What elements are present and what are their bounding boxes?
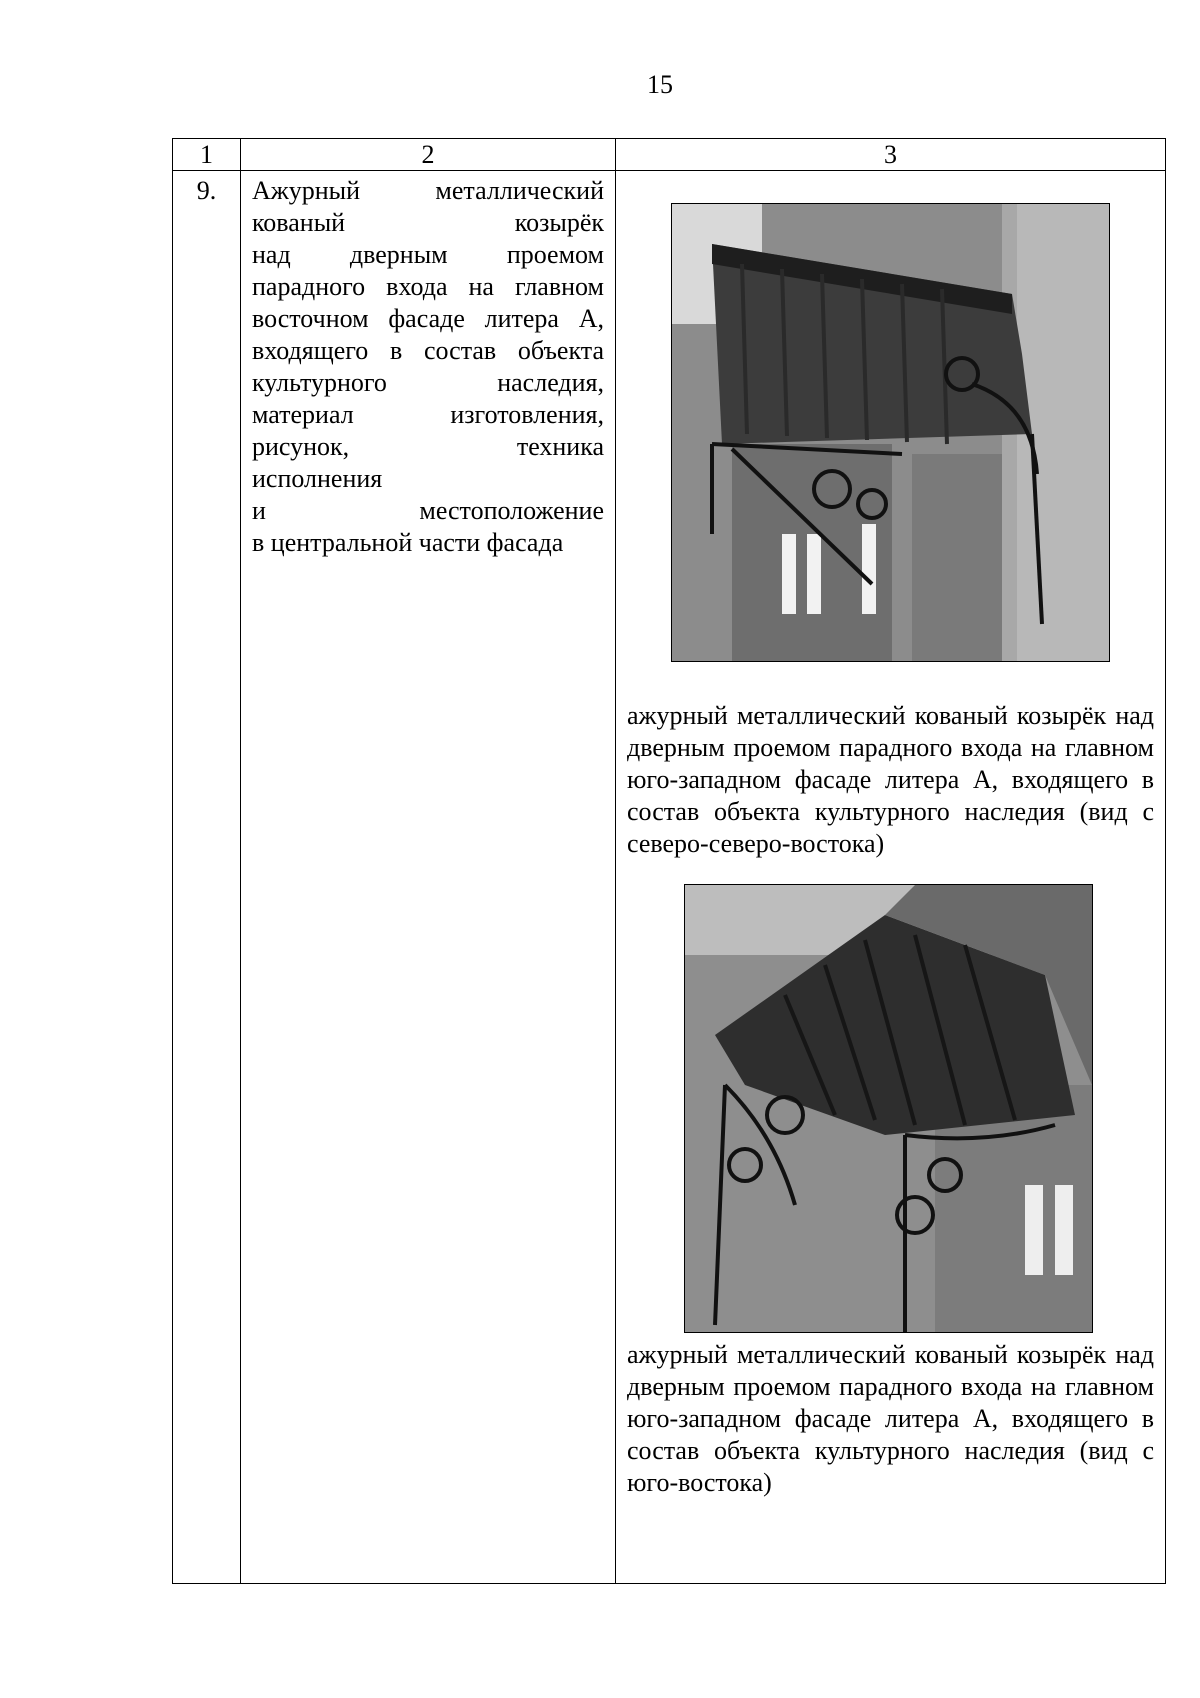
description-line: и местоположение	[252, 496, 604, 525]
table-row	[173, 171, 1166, 1584]
photo-caption-north: ажурный металлический кованый козырёк над дверным проемом парадного входа на главном юго-западном фасаде литера А, входящего в состав объекта культурного наследия (вид с северо-северо-востока)	[627, 701, 1154, 858]
description-line: исполнения	[252, 464, 383, 493]
description-line: кованый козырёк	[252, 208, 604, 237]
page-number: 15	[647, 70, 673, 99]
table-header-row	[173, 139, 1166, 171]
description-line: Ажурный металлический	[252, 176, 604, 205]
canopy-photo-southeast	[684, 884, 1093, 1333]
description-cell	[241, 171, 616, 1584]
row-number-cell	[173, 171, 241, 1584]
header-col-1: 1	[173, 139, 241, 171]
description-line: в центральной части фасада	[252, 528, 564, 557]
canopy-photo-north	[671, 203, 1110, 662]
heritage-table	[172, 138, 1166, 1584]
header-col-2: 2	[241, 139, 616, 171]
description-line: материал изготовления,	[252, 400, 604, 429]
description-line: восточном фасаде литера А,	[252, 304, 604, 333]
description-line: парадного входа на главном	[252, 272, 604, 301]
description-line: рисунок, техника	[252, 432, 604, 461]
photos-cell	[616, 171, 1166, 1584]
description-text	[241, 171, 615, 559]
description-line: культурного наследия,	[252, 368, 604, 397]
photo-caption-southeast: ажурный металлический кованый козырёк над дверным проемом парадного входа на главном юго-западном фасаде литера А, входящего в состав объекта культурного наследия (вид с юго-востока)	[627, 1340, 1154, 1497]
description-line: над дверным проемом	[252, 240, 604, 269]
description-line: входящего в состав объекта	[252, 336, 604, 365]
row-number: 9.	[196, 176, 217, 205]
header-col-3: 3	[616, 139, 1166, 171]
